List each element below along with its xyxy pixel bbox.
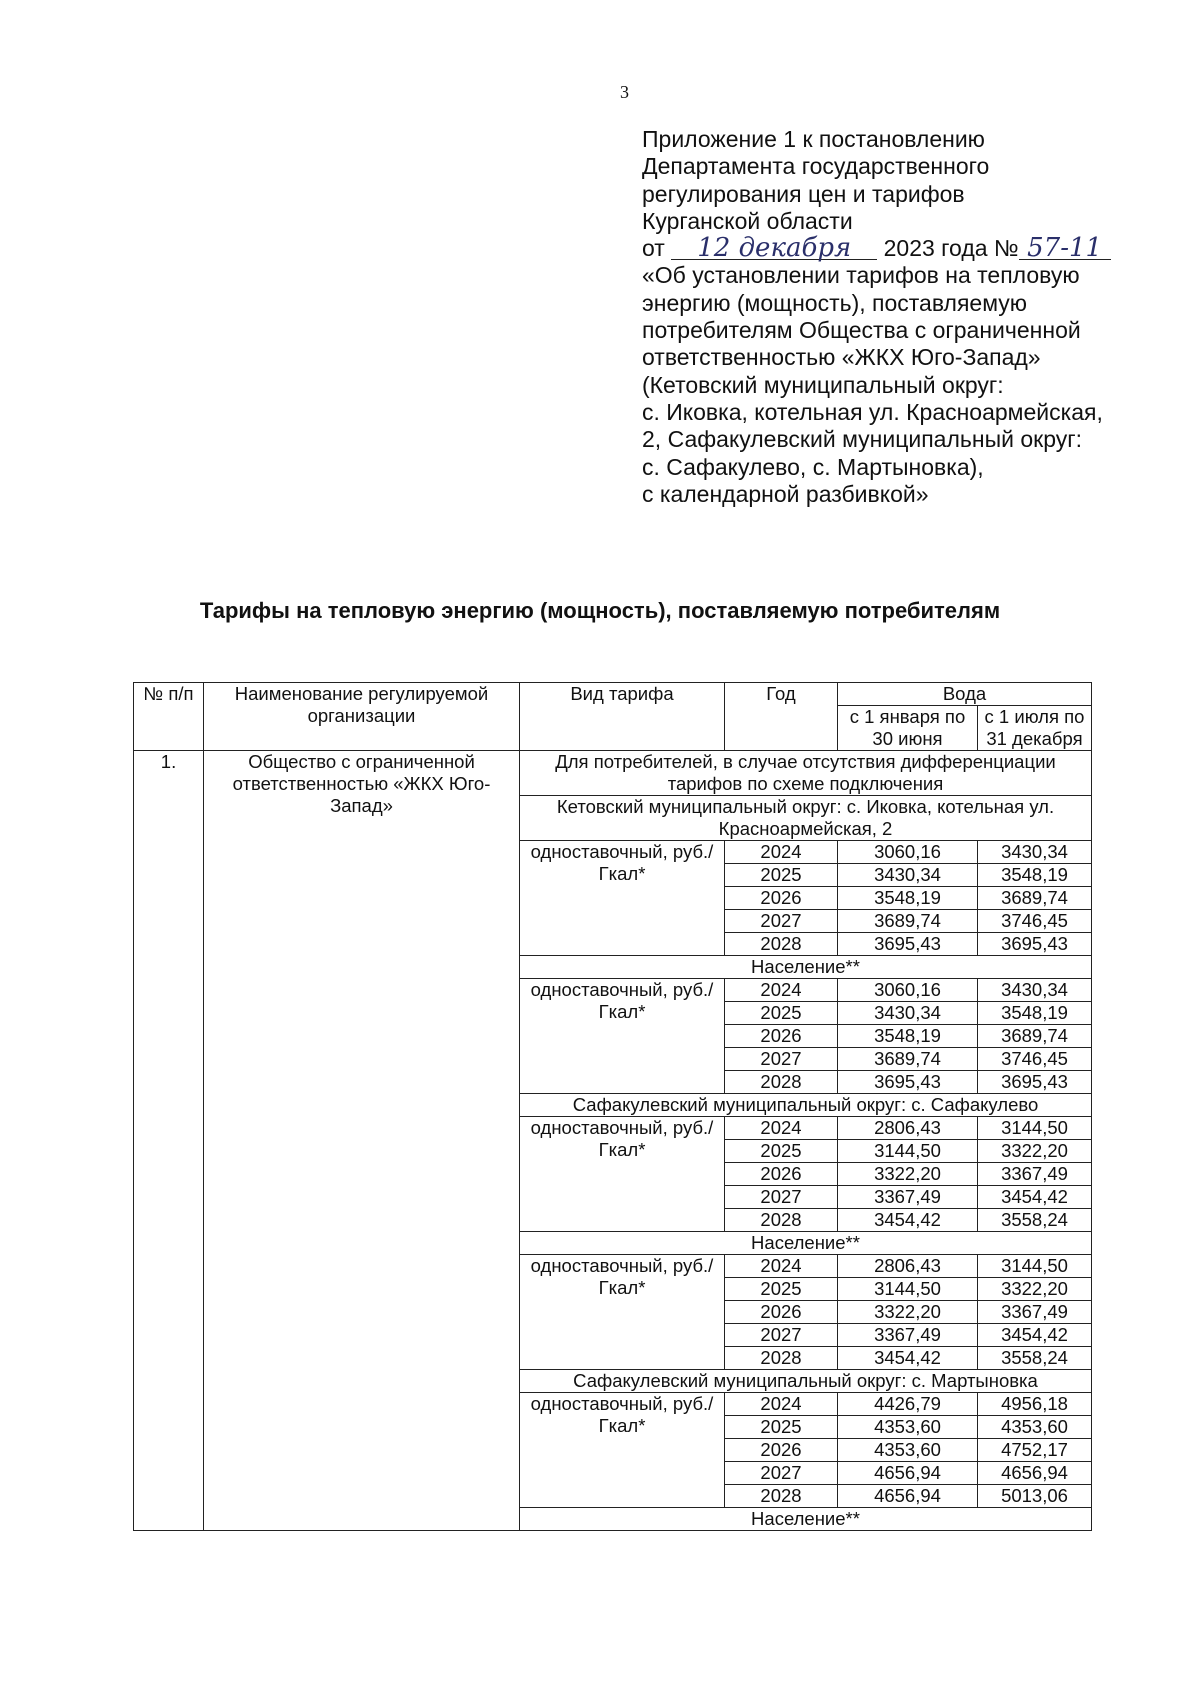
consumers-note: Для потребителей, в случае отсутствия дифференциации тарифов по схеме подключения: [520, 751, 1092, 796]
appendix-subject-line: с. Иковка, котельная ул. Красноармейская,: [642, 398, 1103, 425]
year-cell: 2025: [725, 1140, 838, 1163]
year-text: 2023 года №: [883, 235, 1019, 262]
tariff-value-h2: 3746,45: [978, 910, 1092, 933]
tariff-value-h1: 3430,34: [838, 1002, 978, 1025]
tariff-type-cell: одноставочный, руб./Гкал*: [520, 841, 725, 956]
tariff-value-h1: 2806,43: [838, 1117, 978, 1140]
tariff-value-h2: 3558,24: [978, 1209, 1092, 1232]
appendix-subject-line: ответственностью «ЖКХ Юго-Запад»: [642, 344, 1041, 371]
tariff-value-h1: 3322,20: [838, 1163, 978, 1186]
header-row: [134, 683, 1092, 706]
organization-name: Общество с ограниченной ответственностью «ЖКХ Юго-Запад»: [204, 751, 520, 1531]
tariff-value-h1: 4656,94: [838, 1462, 978, 1485]
year-cell: 2028: [725, 1485, 838, 1508]
tariff-value-h2: 3695,43: [978, 1071, 1092, 1094]
tariff-value-h1: 4353,60: [838, 1439, 978, 1462]
appendix-subject-line: «Об установлении тарифов на тепловую: [642, 262, 1080, 289]
tariff-value-h1: 3689,74: [838, 910, 978, 933]
header-org: Наименование регулируемой организации: [204, 683, 520, 751]
year-cell: 2028: [725, 933, 838, 956]
date-prefix: от: [642, 235, 665, 262]
tariff-value-h1: 3695,43: [838, 1071, 978, 1094]
tariff-value-h2: 3695,43: [978, 933, 1092, 956]
header-num: № п/п: [134, 683, 204, 751]
appendix-line: Курганской области: [642, 207, 853, 234]
tariff-value-h1: 3548,19: [838, 1025, 978, 1048]
appendix-block: [642, 126, 1162, 508]
tariff-value-h1: 3367,49: [838, 1186, 978, 1209]
tariff-value-h1: 3454,42: [838, 1209, 978, 1232]
header-type: Вид тарифа: [520, 683, 725, 751]
tariff-value-h1: 3322,20: [838, 1301, 978, 1324]
year-cell: 2024: [725, 1255, 838, 1278]
location-heading: Сафакулевский муниципальный округ: с. Мартыновка: [520, 1370, 1092, 1393]
appendix-line: Приложение 1 к постановлению: [642, 126, 985, 152]
tariff-value-h2: 3689,74: [978, 887, 1092, 910]
appendix-subject-line: энергию (мощность), поставляемую: [642, 289, 1028, 316]
handwritten-date: 12 декабря: [697, 233, 852, 264]
tariff-value-h1: 3430,34: [838, 864, 978, 887]
tariff-value-h2: 4353,60: [978, 1416, 1092, 1439]
year-cell: 2024: [725, 979, 838, 1002]
year-cell: 2025: [725, 864, 838, 887]
tariff-value-h2: 5013,06: [978, 1485, 1092, 1508]
year-cell: 2027: [725, 1324, 838, 1347]
tariff-value-h2: 4752,17: [978, 1439, 1092, 1462]
tariff-value-h2: 3144,50: [978, 1255, 1092, 1278]
tariff-value-h1: 4353,60: [838, 1416, 978, 1439]
header-period-2: с 1 июля по 31 декабря: [978, 706, 1092, 751]
year-cell: 2027: [725, 910, 838, 933]
tariff-value-h1: 3454,42: [838, 1347, 978, 1370]
year-cell: 2026: [725, 1439, 838, 1462]
year-cell: 2025: [725, 1416, 838, 1439]
year-cell: 2027: [725, 1462, 838, 1485]
document-title: Тарифы на тепловую энергию (мощность), поставляемую потребителям: [199, 598, 1001, 623]
tariff-value-h2: 3367,49: [978, 1301, 1092, 1324]
year-cell: 2024: [725, 1117, 838, 1140]
year-cell: 2028: [725, 1347, 838, 1370]
tariff-value-h1: 2806,43: [838, 1255, 978, 1278]
tariff-value-h2: 4656,94: [978, 1462, 1092, 1485]
appendix-subject-line: потребителям Общества с ограниченной: [642, 317, 1081, 344]
year-cell: 2025: [725, 1278, 838, 1301]
tariff-type-cell: одноставочный, руб./Гкал*: [520, 1393, 725, 1508]
tariff-type-cell: одноставочный, руб./Гкал*: [520, 1255, 725, 1370]
header-period-1: с 1 января по 30 июня: [838, 706, 978, 751]
tariff-value-h2: 3548,19: [978, 1002, 1092, 1025]
tariff-value-h1: 3689,74: [838, 1048, 978, 1071]
year-cell: 2026: [725, 1301, 838, 1324]
tariff-type-cell: одноставочный, руб./Гкал*: [520, 1117, 725, 1232]
tariff-value-h1: 3144,50: [838, 1278, 978, 1301]
tariff-value-h2: 3430,34: [978, 841, 1092, 864]
year-cell: 2026: [725, 887, 838, 910]
year-cell: 2024: [725, 841, 838, 864]
tariff-value-h1: 3695,43: [838, 933, 978, 956]
date-field: [671, 233, 877, 264]
appendix-line: Департамента государственного: [642, 153, 990, 180]
appendix-subject-line: с календарной разбивкой»: [642, 480, 929, 507]
tariff-table: [133, 682, 1092, 1531]
tariff-value-h2: 3430,34: [978, 979, 1092, 1002]
number-field: [1019, 233, 1111, 264]
year-cell: 2025: [725, 1002, 838, 1025]
tariff-value-h2: 3746,45: [978, 1048, 1092, 1071]
appendix-subject-line: с. Сафакулево, с. Мартыновка),: [642, 453, 984, 480]
tariff-value-h2: 4956,18: [978, 1393, 1092, 1416]
tariff-value-h1: 4656,94: [838, 1485, 978, 1508]
appendix-subject-line: (Кетовский муниципальный округ:: [642, 371, 1004, 398]
tariff-value-h2: 3558,24: [978, 1347, 1092, 1370]
tariff-value-h2: 3144,50: [978, 1117, 1092, 1140]
tariff-value-h1: 3060,16: [838, 841, 978, 864]
tariff-value-h2: 3454,42: [978, 1186, 1092, 1209]
population-label: Население**: [520, 956, 1092, 979]
population-label: Население**: [520, 1508, 1092, 1531]
tariff-value-h2: 3367,49: [978, 1163, 1092, 1186]
tariff-value-h2: 3322,20: [978, 1278, 1092, 1301]
page-number: 3: [620, 82, 629, 102]
header-water: Вода: [838, 683, 1092, 706]
row-number: 1.: [134, 751, 204, 1531]
location-heading: Кетовский муниципальный округ: с. Иковка, котельная ул. Красноармейская, 2: [520, 796, 1092, 841]
year-cell: 2028: [725, 1209, 838, 1232]
appendix-date-line: [642, 235, 1162, 262]
consumers-note-row: [134, 751, 1092, 796]
year-cell: 2028: [725, 1071, 838, 1094]
year-cell: 2027: [725, 1186, 838, 1209]
handwritten-number: 57-11: [1027, 233, 1103, 264]
tariff-value-h1: 3367,49: [838, 1324, 978, 1347]
tariff-value-h1: 3060,16: [838, 979, 978, 1002]
tariff-value-h2: 3454,42: [978, 1324, 1092, 1347]
tariff-value-h1: 4426,79: [838, 1393, 978, 1416]
location-heading: Сафакулевский муниципальный округ: с. Сафакулево: [520, 1094, 1092, 1117]
header-year: Год: [725, 683, 838, 751]
tariff-type-cell: одноставочный, руб./Гкал*: [520, 979, 725, 1094]
year-cell: 2026: [725, 1025, 838, 1048]
tariff-value-h2: 3548,19: [978, 864, 1092, 887]
year-cell: 2027: [725, 1048, 838, 1071]
tariff-value-h2: 3322,20: [978, 1140, 1092, 1163]
tariff-value-h1: 3548,19: [838, 887, 978, 910]
tariff-value-h1: 3144,50: [838, 1140, 978, 1163]
year-cell: 2026: [725, 1163, 838, 1186]
appendix-subject-line: 2, Сафакулевский муниципальный округ:: [642, 426, 1083, 453]
tariff-value-h2: 3689,74: [978, 1025, 1092, 1048]
year-cell: 2024: [725, 1393, 838, 1416]
population-label: Население**: [520, 1232, 1092, 1255]
appendix-line: регулирования цен и тарифов: [642, 180, 965, 207]
